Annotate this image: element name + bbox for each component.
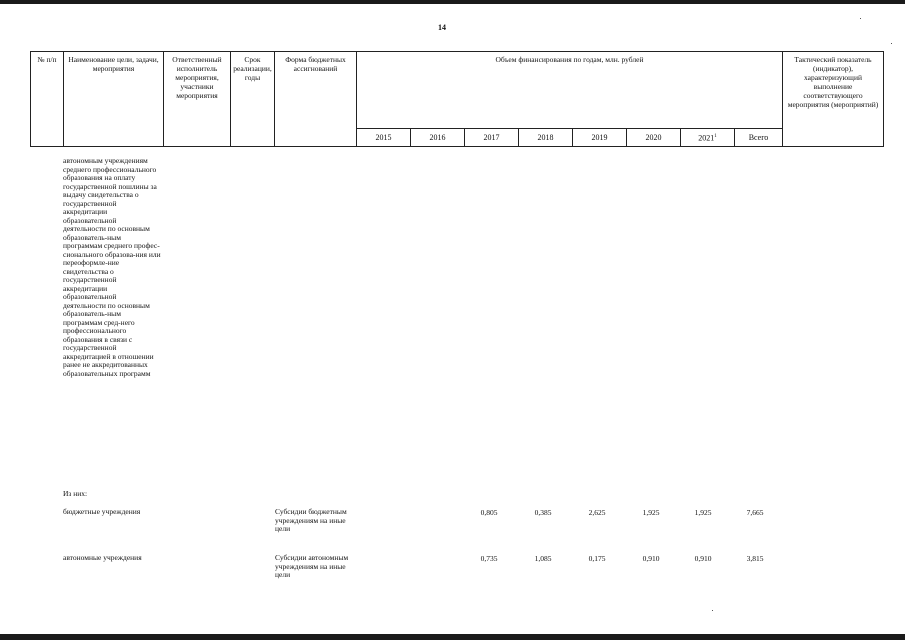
year-2018: 2018: [519, 129, 573, 147]
of-which-label: Из них:: [63, 489, 88, 498]
year-2019: 2019: [573, 129, 627, 147]
scan-speck: [860, 18, 861, 19]
value-2019: 0,175: [588, 554, 606, 563]
year-2020: 2020: [627, 129, 681, 147]
value-2020: 1,925: [642, 508, 660, 517]
row-form: Субсидии бюджетным учреждениям на иные цели: [275, 507, 347, 533]
scan-speck: [712, 610, 713, 611]
header-term: Срок реализации, годы: [231, 52, 275, 147]
header-table: [30, 51, 884, 147]
value-2020: 0,910: [642, 554, 660, 563]
value-2018: 1,085: [534, 554, 552, 563]
year-2017: 2017: [465, 129, 519, 147]
scan-speck: [891, 43, 892, 44]
header-no: № п/п: [31, 52, 64, 147]
row-form: Субсидии автономным учреждениям на иные цели: [275, 553, 349, 579]
value-2017: 0,805: [480, 508, 498, 517]
value-total: 7,665: [746, 508, 764, 517]
row-name: бюджетные учреждения: [63, 507, 141, 516]
value-2017: 0,735: [480, 554, 498, 563]
row-name: автономные учреждения: [63, 553, 142, 562]
value-2021: 0,910: [694, 554, 712, 563]
value-total: 3,815: [746, 554, 764, 563]
value-2021: 1,925: [694, 508, 712, 517]
value-2018: 0,385: [534, 508, 552, 517]
header-form: Форма бюджетных ассигнований: [275, 52, 357, 147]
year-2015: 2015: [357, 129, 411, 147]
header-name: Наименование цели, задачи, мероприятия: [64, 52, 164, 147]
top-scan-border: [0, 0, 905, 4]
year-2021-label: 2021: [698, 133, 715, 143]
year-total: Всего: [735, 129, 783, 147]
header-indicator: Тактический показатель (индикатор), характеризующий выполнение соответствующего мероприятия (мероприятий): [783, 52, 884, 147]
header-funding: Объем финансирования по годам, млн. рублей: [357, 52, 783, 129]
year-2016: 2016: [411, 129, 465, 147]
footnote-mark: 1: [714, 134, 717, 140]
activity-description: автономным учреждениям среднего профессионального образования на оплату государственной пошлины за выдачу свидетельства о государственной аккредитации образовательной деятельности по основным образователь-ным программам среднего профес-сионального образова-ния или переоформле-ние свидетельства о государственной аккредитации образовательной деятельности по основным образователь-ным программам сред-него профессионального образования в связи с государственной аккредитацией в отношении ранее не аккредитованных образовательных программ: [63, 156, 161, 378]
year-2021: [681, 129, 735, 147]
page-number: 14: [438, 23, 446, 32]
bottom-scan-border: [0, 634, 905, 640]
header-responsible: Ответственный исполнитель мероприятия, участники мероприятия: [164, 52, 231, 147]
value-2019: 2,625: [588, 508, 606, 517]
